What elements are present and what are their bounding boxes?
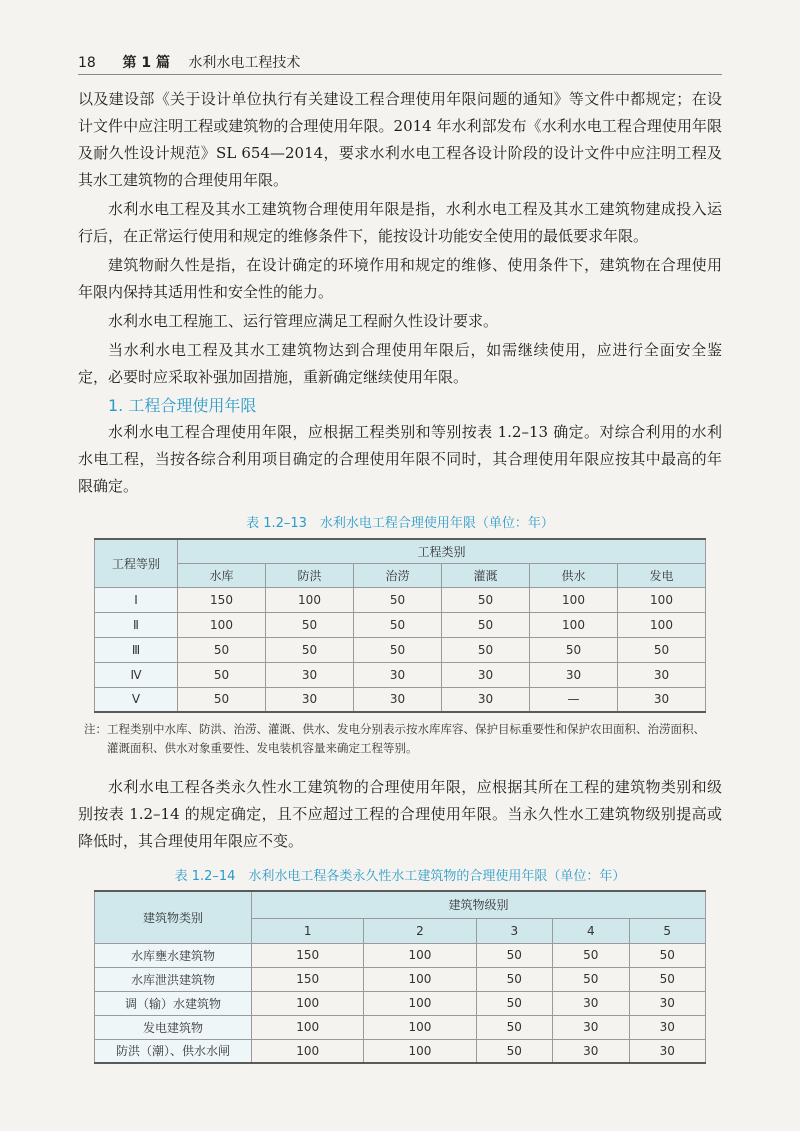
table-cell: 30 <box>618 662 706 687</box>
table-row <box>95 991 706 1015</box>
table-row <box>95 967 706 991</box>
table1-col-header: 水库 <box>178 563 266 587</box>
table-row <box>95 687 706 712</box>
table-cell: 30 <box>442 687 530 712</box>
table-row <box>95 612 706 637</box>
paragraph-3: 建筑物耐久性是指，在设计确定的环境作用和规定的维修、使用条件下，建筑物在合理使用年限内保持其适用性和安全性的能力。 <box>78 256 722 301</box>
table-cell: 100 <box>618 612 706 637</box>
table-cell: 150 <box>178 587 266 612</box>
table-cell: 100 <box>530 587 618 612</box>
table-cell: 50 <box>442 612 530 637</box>
table-cell: 100 <box>364 1039 476 1063</box>
table-cell: 100 <box>364 991 476 1015</box>
table-cell: 50 <box>442 587 530 612</box>
table-cell: 50 <box>553 967 629 991</box>
paragraph-4: 水利水电工程施工、运行管理应满足工程耐久性设计要求。 <box>108 312 499 330</box>
table-cell: 30 <box>266 687 354 712</box>
table-cell: 50 <box>354 587 442 612</box>
table1-col-header: 治涝 <box>354 563 442 587</box>
table1-note-label: 注： <box>84 722 107 736</box>
table2-col-header: 4 <box>553 918 629 943</box>
table-row <box>95 1015 706 1039</box>
paragraph-7: 水利水电工程各类永久性水工建筑物的合理使用年限，应根据其所在工程的建筑物类别和级别按表 1.2–14 的规定确定，且不应超过工程的合理使用年限。当永久性水工建筑物级别提高或降低时，其合理使用年限应不变。 <box>78 778 722 850</box>
row-label: Ⅲ <box>95 637 178 662</box>
table2-col-header: 5 <box>629 918 706 943</box>
table1-col-header: 灌溉 <box>442 563 530 587</box>
table-cell: 50 <box>629 967 706 991</box>
table-cell: 50 <box>629 943 706 967</box>
row-label: 水库壅水建筑物 <box>95 943 252 967</box>
table-row <box>95 662 706 687</box>
table-cell: 30 <box>553 1015 629 1039</box>
row-label: Ⅱ <box>95 612 178 637</box>
table-cell: 50 <box>530 637 618 662</box>
table-row <box>95 637 706 662</box>
table-cell: 100 <box>252 991 364 1015</box>
row-label: 发电建筑物 <box>95 1015 252 1039</box>
table-cell: 30 <box>553 991 629 1015</box>
part-label: 第 1 篇 <box>122 55 170 71</box>
table-cell: 30 <box>354 662 442 687</box>
table2 <box>94 890 706 1064</box>
table-cell: — <box>530 687 618 712</box>
table-cell: 50 <box>266 637 354 662</box>
paragraph-2: 水利水电工程及其水工建筑物合理使用年限是指，水利水电工程及其水工建筑物建成投入运行后，在正常运行使用和规定的维修条件下，能按设计功能安全使用的最低要求年限。 <box>78 200 722 245</box>
table-cell: 30 <box>553 1039 629 1063</box>
table-cell: 30 <box>442 662 530 687</box>
table-cell: 50 <box>354 612 442 637</box>
table-cell: 100 <box>530 612 618 637</box>
table-cell: 50 <box>476 1039 552 1063</box>
row-label: Ⅴ <box>95 687 178 712</box>
table-cell: 30 <box>629 991 706 1015</box>
table-cell: 100 <box>252 1039 364 1063</box>
table-row <box>95 587 706 612</box>
table1 <box>94 538 706 713</box>
row-label: Ⅳ <box>95 662 178 687</box>
table-row <box>95 1039 706 1063</box>
header-divider <box>78 74 722 75</box>
table-cell: 30 <box>266 662 354 687</box>
table1-col-header: 防洪 <box>266 563 354 587</box>
table-cell: 50 <box>618 637 706 662</box>
table-cell: 30 <box>629 1039 706 1063</box>
paragraph-6: 水利水电工程合理使用年限，应根据工程类别和等别按表 1.2–13 确定。对综合利用的水利水电工程，当按各综合利用项目确定的合理使用年限不同时，其合理使用年限应按其中最高的年限确定。 <box>78 423 722 495</box>
table1-caption: 表 1.2–13 水利水电工程合理使用年限（单位：年） <box>246 516 554 531</box>
row-label: Ⅰ <box>95 587 178 612</box>
table-row <box>95 943 706 967</box>
table1-row-header: 工程等别 <box>95 539 178 587</box>
table-cell: 50 <box>178 687 266 712</box>
table2-group-header: 建筑物级别 <box>252 891 706 918</box>
table-cell: 50 <box>553 943 629 967</box>
table-cell: 100 <box>364 943 476 967</box>
paragraph-5: 当水利水电工程及其水工建筑物达到合理使用年限后，如需继续使用，应进行全面安全鉴定，必要时应采取补强加固措施，重新确定继续使用年限。 <box>78 341 722 386</box>
table-cell: 30 <box>354 687 442 712</box>
table-cell: 150 <box>252 967 364 991</box>
table-cell: 50 <box>442 637 530 662</box>
table-cell: 100 <box>178 612 266 637</box>
row-label: 水库泄洪建筑物 <box>95 967 252 991</box>
table-cell: 50 <box>476 943 552 967</box>
table-cell: 30 <box>618 687 706 712</box>
table-cell: 50 <box>178 662 266 687</box>
header-title: 水利水电工程技术 <box>188 55 301 71</box>
table1-group-header: 工程类别 <box>178 539 706 563</box>
table1-col-header: 供水 <box>530 563 618 587</box>
table-cell: 100 <box>266 587 354 612</box>
table2-col-header: 2 <box>364 918 476 943</box>
table-cell: 50 <box>266 612 354 637</box>
paragraph-1: 以及建设部《关于设计单位执行有关建设工程合理使用年限问题的通知》等文件中都规定；在设计文件中应注明工程或建筑物的合理使用年限。2014 年水利部发布《水利水电工程合理使用年限及耐久性设计规范》SL 654—2014，要求水利水电工程各设计阶段的设计文件中应注明工程及其水工建筑物的合理使用年限。 <box>78 90 722 189</box>
table2-caption: 表 1.2–14 水利水电工程各类永久性水工建筑物的合理使用年限（单位：年） <box>174 869 626 884</box>
table2-col-header: 1 <box>252 918 364 943</box>
table-cell: 100 <box>364 1015 476 1039</box>
table-cell: 50 <box>476 1015 552 1039</box>
table1-note-text: 工程类别中水库、防洪、治涝、灌溉、供水、发电分别表示按水库库容、保护目标重要性和保护农田面积、治涝面积、灌溉面积、供水对象重要性、发电装机容量来确定工程等别。 <box>107 722 705 755</box>
page-body <box>78 86 722 1064</box>
table-cell: 50 <box>476 991 552 1015</box>
table1-col-header: 发电 <box>618 563 706 587</box>
section-heading: 1. 工程合理使用年限 <box>108 396 257 415</box>
row-label: 调（输）水建筑物 <box>95 991 252 1015</box>
table2-row-header: 建筑物类别 <box>95 891 252 943</box>
table1-note <box>84 720 722 758</box>
table-cell: 30 <box>530 662 618 687</box>
table-cell: 50 <box>476 967 552 991</box>
table-cell: 100 <box>618 587 706 612</box>
table-cell: 50 <box>354 637 442 662</box>
running-header <box>78 52 300 72</box>
table-cell: 50 <box>178 637 266 662</box>
table-cell: 30 <box>629 1015 706 1039</box>
table-cell: 100 <box>252 1015 364 1039</box>
page-number: 18 <box>78 55 96 71</box>
table-cell: 150 <box>252 943 364 967</box>
row-label: 防洪（潮）、供水水闸 <box>95 1039 252 1063</box>
table2-col-header: 3 <box>476 918 552 943</box>
table-cell: 100 <box>364 967 476 991</box>
